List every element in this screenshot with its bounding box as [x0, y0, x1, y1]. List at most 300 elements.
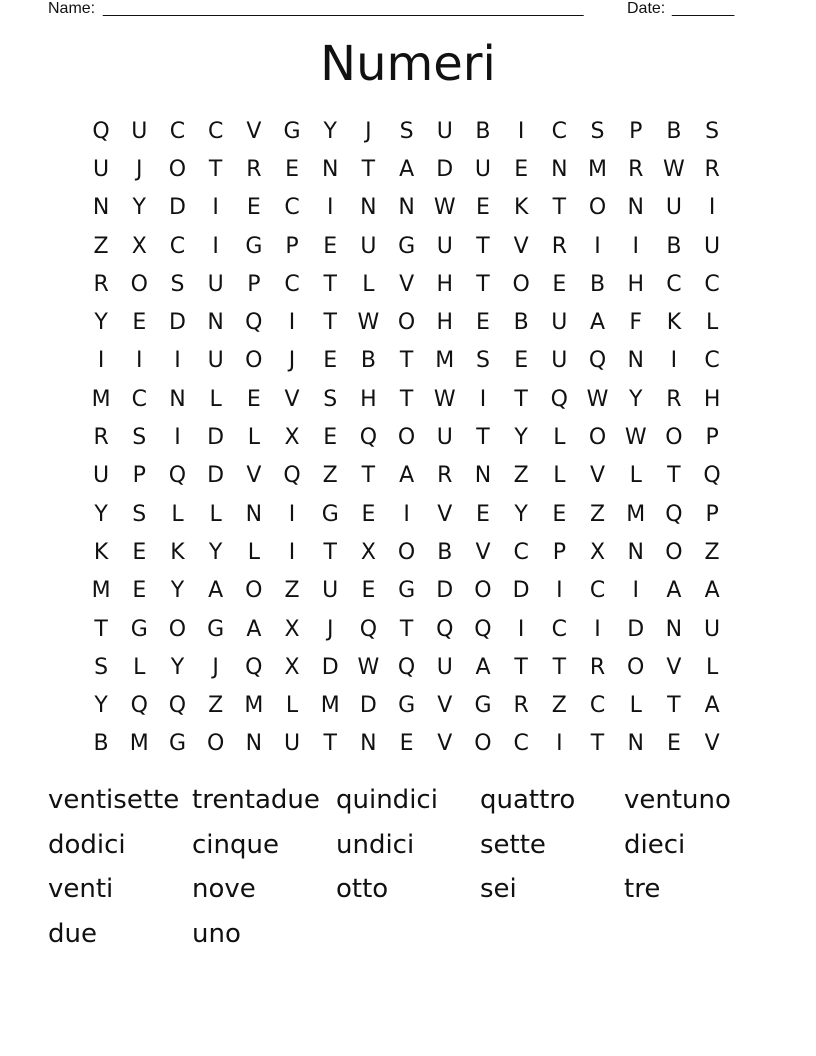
- grid-letter: R: [437, 463, 453, 489]
- grid-letter: L: [209, 501, 222, 527]
- grid-letter: N: [207, 310, 224, 336]
- grid-letter: C: [589, 693, 606, 719]
- grid-letter: V: [513, 233, 529, 259]
- grid-letter: A: [704, 578, 720, 604]
- grid-letter: I: [288, 501, 296, 527]
- grid-letter: O: [588, 195, 607, 221]
- grid-letter: C: [169, 118, 186, 144]
- grid-letter: N: [321, 156, 339, 182]
- grid-letter: W: [624, 425, 647, 451]
- word-list-item: quattro: [480, 785, 576, 816]
- grid-letter: I: [212, 233, 219, 259]
- grid-letter: E: [323, 425, 338, 451]
- word-list-item: sei: [480, 874, 517, 905]
- grid-letter: W: [357, 310, 380, 336]
- grid-letter: Q: [245, 310, 263, 336]
- grid-letter: Y: [514, 425, 528, 451]
- grid-letter: R: [589, 654, 606, 680]
- grid-letter: A: [399, 156, 415, 182]
- grid-letter: S: [705, 118, 720, 144]
- grid-letter: P: [552, 539, 566, 565]
- grid-letter: T: [361, 463, 376, 489]
- grid-letter: J: [136, 156, 143, 182]
- grid-letter: I: [632, 578, 639, 604]
- grid-letter: I: [326, 195, 334, 221]
- grid-letter: V: [666, 654, 682, 680]
- grid-letter: T: [208, 156, 223, 182]
- grid-letter: T: [323, 731, 337, 757]
- grid-letter: R: [704, 156, 720, 182]
- grid-letter: U: [436, 654, 453, 680]
- name-label: Name:: [48, 0, 96, 17]
- grid-letter: M: [435, 348, 455, 374]
- grid-letter: T: [399, 386, 414, 412]
- grid-letter: U: [360, 233, 377, 259]
- grid-letter: S: [590, 118, 605, 144]
- grid-letter: C: [666, 271, 682, 297]
- grid-letter: Q: [665, 501, 683, 527]
- grid-letter: O: [627, 654, 645, 680]
- grid-letter: Y: [208, 539, 223, 565]
- grid-letter: U: [436, 233, 453, 259]
- grid-letter: D: [512, 578, 530, 604]
- date-field-line: _______: [672, 0, 735, 17]
- grid-letter: L: [629, 693, 642, 719]
- grid-letter: D: [321, 654, 339, 680]
- grid-letter: Z: [513, 463, 529, 489]
- word-list-item: ventisette: [48, 785, 180, 816]
- grid-letter: C: [169, 233, 186, 259]
- grid-letter: X: [284, 425, 300, 451]
- grid-letter: Z: [551, 693, 567, 719]
- grid-letter: O: [245, 348, 263, 374]
- grid-letter: E: [514, 348, 529, 374]
- grid-letter: L: [553, 463, 566, 489]
- grid-letter: L: [285, 693, 299, 719]
- grid-letter: L: [247, 425, 260, 451]
- grid-letter: T: [667, 693, 681, 719]
- grid-letter: A: [590, 310, 606, 336]
- grid-letter: V: [475, 539, 491, 565]
- grid-letter: S: [399, 118, 414, 144]
- grid-letter: Q: [168, 693, 187, 719]
- grid-letter: C: [284, 271, 300, 297]
- grid-letter: Q: [92, 118, 110, 144]
- grid-letter: A: [475, 654, 491, 680]
- grid-letter: T: [399, 348, 414, 374]
- grid-letter: B: [589, 271, 606, 297]
- grid-letter: E: [361, 501, 376, 527]
- grid-letter: Q: [283, 463, 301, 489]
- grid-letter: P: [285, 233, 299, 259]
- grid-letter: D: [168, 310, 186, 336]
- grid-letter: X: [284, 616, 300, 642]
- grid-letter: G: [398, 578, 416, 604]
- grid-letter: T: [361, 156, 376, 182]
- grid-letter: O: [474, 578, 492, 604]
- grid-letter: V: [246, 463, 262, 489]
- grid-letter: Z: [322, 463, 338, 489]
- grid-letter: M: [244, 693, 264, 719]
- grid-letter: T: [552, 654, 567, 680]
- grid-letter: C: [551, 616, 568, 642]
- grid-letter: I: [632, 233, 639, 259]
- grid-letter: U: [474, 156, 492, 182]
- grid-letter: I: [174, 348, 181, 374]
- grid-letter: C: [589, 578, 606, 604]
- name-field-line: ______________________________________________________: [103, 0, 584, 17]
- grid-letter: V: [590, 463, 606, 489]
- grid-letter: A: [666, 578, 682, 604]
- grid-letter: C: [284, 195, 300, 221]
- grid-letter: O: [168, 156, 187, 182]
- grid-letter: J: [365, 118, 372, 144]
- grid-letter: I: [136, 348, 143, 374]
- grid-letter: I: [517, 616, 525, 642]
- grid-letter: G: [398, 233, 416, 259]
- grid-letter: I: [670, 348, 678, 374]
- grid-letter: J: [212, 654, 219, 680]
- grid-letter: T: [323, 539, 337, 565]
- grid-letter: C: [513, 731, 529, 757]
- grid-letter: E: [285, 156, 299, 182]
- grid-letter: U: [436, 425, 453, 451]
- grid-letter: K: [170, 539, 185, 565]
- grid-letter: Q: [550, 386, 568, 412]
- grid-letter: U: [551, 348, 568, 374]
- grid-letter: V: [437, 501, 453, 527]
- grid-letter: L: [133, 654, 146, 680]
- grid-letter: B: [475, 118, 491, 144]
- grid-letter: L: [171, 501, 184, 527]
- grid-letter: Z: [284, 578, 300, 604]
- grid-letter: G: [245, 233, 263, 259]
- letter-grid: [82, 112, 731, 763]
- grid-letter: G: [207, 616, 225, 642]
- grid-letter: E: [399, 731, 414, 757]
- grid-letter: N: [551, 156, 568, 182]
- grid-letter: N: [169, 386, 186, 412]
- grid-letter: R: [246, 156, 262, 182]
- date-label: Date:: [627, 0, 666, 17]
- grid-letter: Y: [514, 501, 528, 527]
- grid-letter: O: [168, 616, 187, 642]
- word-list-item: venti: [48, 874, 114, 905]
- grid-letter: N: [360, 731, 377, 757]
- grid-letter: T: [514, 386, 528, 412]
- grid-letter: H: [627, 271, 644, 297]
- grid-letter: G: [321, 501, 339, 527]
- grid-letter: D: [436, 578, 454, 604]
- grid-letter: W: [433, 386, 456, 412]
- grid-letter: V: [284, 386, 300, 412]
- word-list-item: undici: [336, 829, 415, 860]
- word-list-item: sette: [480, 829, 546, 860]
- grid-letter: Y: [170, 654, 185, 680]
- grid-letter: U: [322, 578, 339, 604]
- grid-letter: E: [361, 578, 376, 604]
- grid-letter: E: [476, 310, 490, 336]
- grid-letter: G: [283, 118, 301, 144]
- grid-letter: S: [475, 348, 490, 374]
- grid-letter: Y: [94, 501, 108, 527]
- grid-letter: E: [246, 195, 261, 221]
- grid-letter: I: [556, 578, 563, 604]
- word-list-item: cinque: [192, 829, 279, 860]
- grid-letter: N: [474, 463, 492, 489]
- grid-letter: Q: [474, 616, 492, 642]
- grid-letter: K: [666, 310, 682, 336]
- grid-letter: C: [704, 271, 720, 297]
- grid-letter: S: [132, 425, 147, 451]
- grid-letter: S: [323, 386, 338, 412]
- grid-letter: H: [703, 386, 721, 412]
- grid-letter: B: [93, 731, 109, 757]
- grid-letter: V: [704, 731, 720, 757]
- grid-letter: G: [130, 616, 148, 642]
- grid-letter: V: [246, 118, 262, 144]
- grid-letter: Y: [94, 310, 108, 336]
- grid-letter: Q: [359, 425, 378, 451]
- grid-letter: I: [594, 616, 601, 642]
- grid-letter: Y: [132, 195, 146, 221]
- grid-letter: O: [397, 425, 416, 451]
- grid-letter: D: [207, 425, 225, 451]
- grid-letter: U: [665, 195, 682, 221]
- grid-letter: N: [665, 616, 683, 642]
- grid-letter: T: [399, 616, 414, 642]
- grid-letter: E: [476, 501, 490, 527]
- grid-letter: B: [360, 348, 376, 374]
- grid-letter: X: [131, 233, 147, 259]
- grid-letter: E: [132, 310, 147, 336]
- grid-letter: C: [551, 118, 568, 144]
- grid-letter: O: [588, 425, 607, 451]
- grid-letter: I: [288, 539, 296, 565]
- grid-letter: G: [168, 731, 186, 757]
- grid-letter: O: [206, 731, 225, 757]
- grid-letter: M: [320, 693, 340, 719]
- grid-letter: M: [588, 156, 608, 182]
- grid-letter: P: [629, 118, 643, 144]
- grid-letter: Q: [397, 654, 416, 680]
- grid-letter: K: [513, 195, 529, 221]
- grid-letter: W: [433, 195, 456, 221]
- grid-letter: R: [513, 693, 529, 719]
- grid-letter: T: [476, 271, 490, 297]
- grid-letter: M: [626, 501, 646, 527]
- grid-letter: B: [666, 233, 682, 259]
- grid-letter: O: [397, 310, 416, 336]
- grid-letter: I: [288, 310, 296, 336]
- grid-letter: P: [705, 425, 719, 451]
- grid-letter: N: [627, 195, 644, 221]
- grid-letter: E: [514, 156, 529, 182]
- grid-letter: I: [708, 195, 716, 221]
- grid-letter: T: [590, 731, 605, 757]
- grid-letter: A: [704, 693, 720, 719]
- grid-letter: N: [92, 195, 110, 221]
- grid-letter: M: [129, 731, 149, 757]
- word-list-item: otto: [336, 874, 389, 905]
- grid-letter: R: [93, 271, 109, 297]
- grid-letter: R: [628, 156, 644, 182]
- grid-letter: I: [556, 731, 563, 757]
- grid-letter: L: [705, 654, 719, 680]
- grid-letter: I: [212, 195, 219, 221]
- grid-letter: P: [705, 501, 719, 527]
- grid-letter: O: [130, 271, 148, 297]
- grid-letter: B: [437, 539, 453, 565]
- grid-letter: Z: [704, 539, 720, 565]
- word-list-item: tre: [624, 874, 661, 905]
- grid-letter: T: [323, 271, 337, 297]
- grid-letter: Y: [94, 693, 108, 719]
- grid-letter: J: [288, 348, 296, 374]
- grid-letter: K: [93, 539, 109, 565]
- grid-letter: O: [245, 578, 263, 604]
- grid-letter: B: [666, 118, 682, 144]
- grid-letter: U: [704, 233, 721, 259]
- grid-letter: N: [245, 731, 263, 757]
- grid-letter: L: [553, 425, 566, 451]
- grid-letter: F: [629, 310, 643, 336]
- grid-letter: Q: [130, 693, 148, 719]
- grid-letter: X: [284, 654, 300, 680]
- grid-letter: U: [207, 348, 224, 374]
- grid-letter: I: [517, 118, 525, 144]
- word-list-item: ventuno: [624, 785, 731, 816]
- grid-letter: S: [94, 654, 109, 680]
- grid-letter: E: [246, 386, 261, 412]
- grid-letter: P: [247, 271, 261, 297]
- word-list-item: nove: [192, 874, 256, 905]
- grid-letter: B: [513, 310, 529, 336]
- grid-letter: N: [627, 731, 644, 757]
- grid-letter: Z: [589, 501, 606, 527]
- grid-letter: W: [586, 386, 609, 412]
- grid-letter: D: [359, 693, 377, 719]
- grid-letter: I: [479, 386, 487, 412]
- grid-letter: L: [362, 271, 375, 297]
- grid-letter: Y: [170, 578, 185, 604]
- grid-letter: I: [403, 501, 410, 527]
- grid-letter: E: [476, 195, 490, 221]
- word-list: [48, 778, 768, 956]
- grid-letter: L: [629, 463, 642, 489]
- grid-letter: Q: [588, 348, 607, 374]
- grid-letter: S: [170, 271, 185, 297]
- grid-letter: C: [207, 118, 224, 144]
- grid-letter: U: [551, 310, 568, 336]
- word-list-item: uno: [192, 918, 241, 949]
- grid-letter: H: [436, 271, 454, 297]
- word-list-item: quindici: [336, 785, 438, 816]
- grid-letter: U: [207, 271, 224, 297]
- grid-letter: L: [209, 386, 222, 412]
- grid-letter: E: [132, 578, 147, 604]
- grid-letter: E: [323, 348, 338, 374]
- grid-letter: S: [132, 501, 147, 527]
- grid-letter: E: [552, 501, 567, 527]
- word-list-item: due: [48, 918, 97, 949]
- grid-letter: E: [132, 539, 147, 565]
- grid-letter: Q: [703, 463, 721, 489]
- grid-letter: N: [360, 195, 377, 221]
- grid-letter: P: [132, 463, 146, 489]
- grid-letter: Q: [168, 463, 187, 489]
- grid-letter: I: [97, 348, 105, 374]
- grid-letter: C: [704, 348, 720, 374]
- grid-letter: G: [398, 693, 416, 719]
- grid-letter: R: [551, 233, 567, 259]
- grid-letter: E: [323, 233, 338, 259]
- grid-letter: D: [627, 616, 645, 642]
- grid-letter: C: [131, 386, 147, 412]
- grid-letter: N: [627, 539, 644, 565]
- grid-letter: O: [665, 539, 683, 565]
- grid-letter: Q: [436, 616, 454, 642]
- grid-letter: R: [93, 425, 109, 451]
- grid-letter: R: [666, 386, 682, 412]
- grid-letter: T: [476, 233, 490, 259]
- grid-letter: E: [552, 271, 567, 297]
- grid-letter: Q: [245, 654, 263, 680]
- word-list-item: trentadue: [192, 785, 320, 816]
- grid-letter: Q: [359, 616, 378, 642]
- grid-letter: U: [704, 616, 721, 642]
- grid-letter: C: [513, 539, 529, 565]
- worksheet-header: [0, 0, 816, 20]
- grid-letter: D: [436, 156, 454, 182]
- grid-letter: O: [512, 271, 530, 297]
- grid-letter: T: [94, 616, 108, 642]
- grid-letter: M: [91, 386, 111, 412]
- grid-letter: V: [399, 271, 415, 297]
- grid-letter: T: [476, 425, 490, 451]
- grid-letter: U: [93, 463, 110, 489]
- grid-letter: N: [398, 195, 415, 221]
- grid-letter: V: [437, 731, 453, 757]
- grid-letter: W: [357, 654, 380, 680]
- grid-letter: W: [663, 156, 685, 182]
- grid-letter: D: [207, 463, 225, 489]
- grid-letter: L: [705, 310, 719, 336]
- grid-letter: T: [323, 310, 337, 336]
- grid-letter: A: [246, 616, 262, 642]
- grid-letter: U: [93, 156, 110, 182]
- grid-letter: U: [436, 118, 453, 144]
- grid-letter: I: [174, 425, 181, 451]
- grid-letter: T: [514, 654, 528, 680]
- page-title: Numeri: [320, 36, 496, 92]
- grid-letter: Y: [628, 386, 643, 412]
- word-list-item: dodici: [48, 829, 126, 860]
- grid-letter: U: [283, 731, 301, 757]
- grid-letter: V: [437, 693, 453, 719]
- grid-letter: T: [667, 463, 681, 489]
- grid-letter: L: [247, 539, 260, 565]
- grid-letter: O: [474, 731, 492, 757]
- grid-letter: N: [627, 348, 644, 374]
- grid-letter: O: [665, 425, 683, 451]
- grid-letter: H: [360, 386, 377, 412]
- grid-letter: O: [397, 539, 416, 565]
- grid-letter: I: [594, 233, 601, 259]
- word-list-item: dieci: [624, 829, 686, 860]
- grid-letter: Z: [93, 233, 109, 259]
- grid-letter: U: [131, 118, 148, 144]
